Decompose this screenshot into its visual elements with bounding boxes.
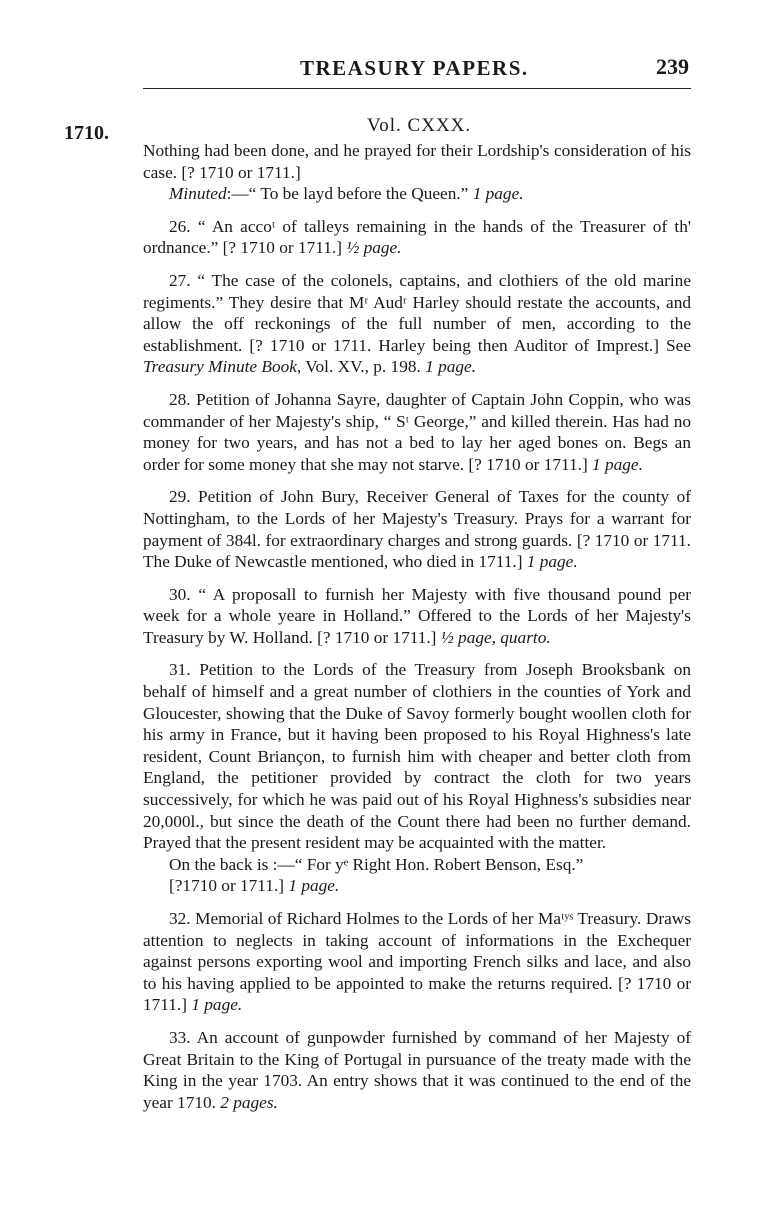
entry-26: [143, 216, 691, 259]
header-rule: [143, 88, 691, 89]
reference-title: Treasury Minute Book: [143, 357, 297, 377]
page-count: ½ page, quarto.: [440, 627, 551, 647]
entry-number: 26.: [169, 216, 191, 236]
entry-33: [143, 1027, 691, 1113]
minute-label: Minuted: [169, 184, 227, 204]
entry-31: [143, 659, 691, 853]
entry-text: “ A proposall to furnish her Majesty with five thousand pound per week for a whole yeare in Holland.” Offered to the Lords of her Majesty's Treasury by W. Holland. [? 1710 or 1711.]: [143, 584, 691, 647]
page-count: 1 page.: [526, 552, 578, 572]
entry-28: [143, 389, 691, 475]
running-title: TREASURY PAPERS.: [300, 56, 529, 80]
entry-number: 32.: [169, 909, 191, 928]
entry-text: “ An accoᵗ of talleys remaining in the hands of the Treasurer of th' ordnance.” [? 1710 or 1711.]: [143, 216, 691, 258]
page-number: 239: [656, 54, 689, 79]
entry-number: 27.: [169, 270, 191, 290]
entry-text: Petition of John Bury, Receiver General of Taxes for the county of Nottingham, to the Lords of her Majesty's Treasury. Prays for a warrant for payment of 384l. for extraordinary charges and strong guards. [? 1710 or 1711. The Duke of Newcastle mentioned, who died in 1711.]: [143, 487, 692, 572]
entry-27: [143, 270, 691, 378]
entry-number: 29.: [169, 487, 191, 507]
endorsement-date-line: [143, 875, 691, 897]
reference-detail: , Vol. XV., p. 198.: [296, 357, 421, 377]
entry-32: [143, 908, 691, 1016]
page-count: 1 page.: [592, 454, 643, 474]
endorsement-line: [143, 854, 691, 876]
entry-text: Memorial of Richard Holmes to the Lords of her Maᵗʸˢ Treasury. Draws attention to neglects in taking account of informations in the Exchequer against persons exporting wool and importing French silks and lace, and also to his having applied to be appointed to make the returns required. [? 1710 or 1711.]: [143, 909, 691, 1015]
volume-heading: Vol. CXXX.: [367, 115, 472, 136]
page-count: 2 pages.: [220, 1092, 278, 1112]
endorsement-date: [?1710 or 1711.]: [169, 876, 285, 896]
entry-number: 33.: [169, 1027, 191, 1047]
minute-text: :—“ To be layd before the Queen.”: [226, 184, 469, 204]
entry-text: Petition to the Lords of the Treasury from Joseph Brooksbank on behalf of himself and a great number of clothiers in the counties of York and Gloucester, showing that the Duke of Savoy formerly bought woollen cloth for his army in France, but it having been proposed to his Royal Highness's late resident, Count Briançon, to furnish him with cheaper and better cloth from England, the petitioner provided by contract the cloth for two years successively, for which he was paid out of his Royal Highness's subsidies near 20,000l., but since the death of the Count there had been no further demand. Prayed that the present resident may be acquainted with the matter.: [143, 660, 691, 853]
entry-number: 30.: [169, 584, 191, 604]
entry-text: Petition of Johanna Sayre, daughter of Captain John Coppin, who was commander of her Majesty's ship, “ Sᵗ George,” and killed therein. Has had no money for two years, and has not a bed to lay her aged bones on. Begs an order for some money that she may not starve. [? 1710 or 1711.]: [143, 389, 691, 474]
page-count: ½ page.: [346, 238, 402, 258]
page-header: [0, 56, 770, 90]
page-count: 1 page.: [191, 995, 243, 1015]
endorsement-text: On the back is :—“ For yᵉ Right Hon. Robert Benson, Esq.”: [169, 854, 584, 874]
continuation-text: Nothing had been done, and he prayed for their Lordship's consideration of his case. [? 1710 or 1711.]: [143, 141, 691, 182]
entry-text: An account of gunpowder furnished by command of her Majesty of Great Britain to the King of Portugal in pursuance of the treaty made with the King in the year 1703. An entry shows that it was continued to the end of the year 1710.: [143, 1027, 691, 1112]
page-count: 1 page.: [425, 357, 477, 377]
entry-number: 28.: [169, 389, 191, 409]
page-count: 1 page.: [472, 184, 524, 204]
margin-year: 1710.: [64, 122, 109, 144]
entry-number: 31.: [169, 660, 191, 680]
entry-29: [143, 486, 691, 572]
entry-30: [143, 584, 691, 649]
page-count: 1 page.: [288, 876, 340, 896]
entry-text: “ The case of the colonels, captains, and clothiers of the old marine regiments.” They desire that Mʳ Audʳ Harley should restate the accounts, and allow the off reckonings of the full number of men, according to the establishment. [? 1710 or 1711. Harley being then Auditor of Imprest.] See: [143, 270, 691, 355]
minute-line: [143, 183, 691, 205]
continuation-paragraph: [143, 140, 691, 183]
page-content: [143, 140, 691, 1113]
